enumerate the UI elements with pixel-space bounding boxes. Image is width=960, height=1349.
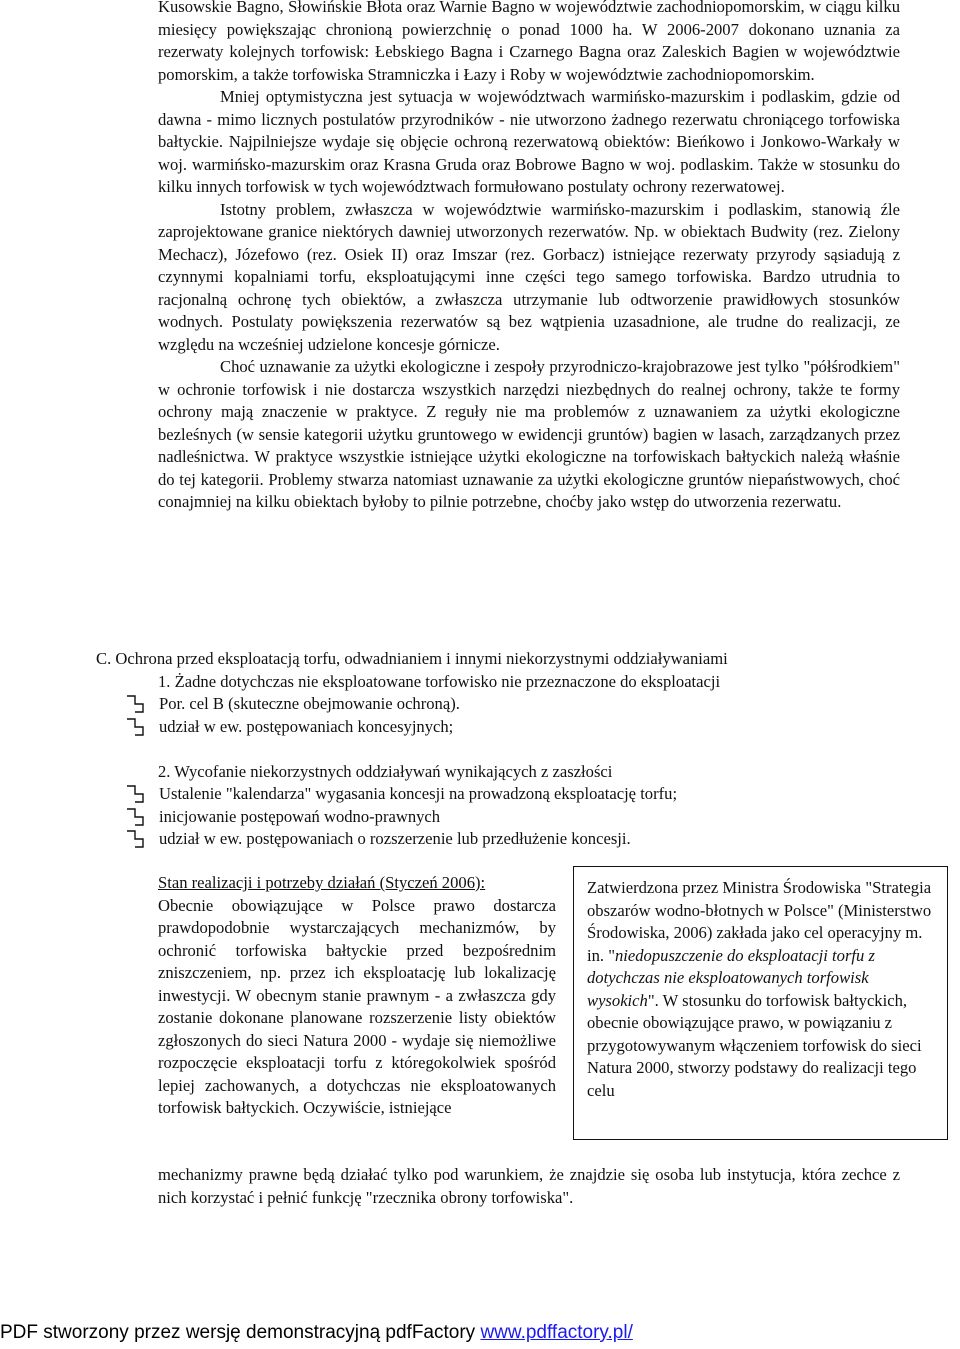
status-continuation: mechanizmy prawne będą działać tylko pod warunkiem, że znajdzie się osoba lub instytucja, która zechce z nich korzystać i pełnić funkcję "rzecznika obrony torfowiska". [158,1165,900,1207]
bullet-icon [124,784,146,804]
paragraph-warmia-podlasie: Mniej optymistyczna jest sytuacja w województwach warmińsko-mazurskim i podlaskim, gdzie od dawna - mimo licznych postulatów przyrodników - nie utworzono żadnego rezerwatu chroniącego torfowiska bałtyckie. Najpilniejsze wydaje się objęcie ochroną rezerwatową obiektów: Bieńkowo i Jonkowo-Warkały w woj. warmińsko-mazurskim oraz Krasna Gruda oraz Bobrowe Bagno w woj. podlaskim. Także w stosunku do kilku innych torfowisk w tych województwach formułowano postulaty ochrony rezerwatowej. [158,87,900,196]
footer-text: PDF stworzony przez wersję demonstracyjną pdfFactory [0,1322,481,1343]
top-text-block [158,0,900,514]
box-text-after: ". W stosunku do torfowisk bałtyckich, obecnie obowiązujące prawo, w powiązaniu z przygotowywanym włączeniem torfowisk do sieci Natura 2000, stworzy podstawy do realizacji tego celu [587,990,922,1100]
bullet-icon [124,829,146,849]
status-text: Obecnie obowiązujące w Polsce prawo dostarcza prawdopodobnie wystarczających mechanizmów, by ochronić torfowiska bałtyckie przed bezpośrednim zniszczeniem, np. przez ich eksploatację lub lokalizację inwestycji. W obecnym stanie prawnym - a zwłaszcza gdy zostanie dokonane planowane rozszerzenie listy obiektów zgłoszonych do sieci Natura 2000 - wydaje się niemożliwe rozpoczęcie eksploatacji torfu z któregokolwiek spośród lepiej zachowanych, a dotychczas nie eksploatowanych torfowisk bałtyckich. Oczywiście, istniejące [158,895,556,1117]
status-block [158,872,556,1120]
strategy-text-box [573,866,948,1140]
bullet-item [96,693,916,716]
footer-link[interactable]: www.pdffactory.pl/ [480,1322,633,1343]
bullet-text: udział w ew. postępowaniach o rozszerzenie lub przedłużenie koncesji. [159,829,631,848]
bullet-text: Ustalenie "kalendarza" wygasania koncesji na prowadzoną eksploatację torfu; [159,784,678,803]
item-2-label: 2. Wycofanie niekorzystnych oddziaływań wynikających z zaszłości [158,761,613,781]
bullet-text: inicjowanie postępowań wodno-prawnych [159,806,441,826]
paragraph-reserves-intro: Kusowskie Bagno, Słowińskie Błota oraz Warnie Bagno w województwie zachodniopomorskim, w ciągu kilku miesięcy powiększając chronioną powierzchnię o ponad 1000 ha. W 2006-2007 dokonano uznania za rezerwaty kolejnych torfowisk: Łebskiego Bagna i Czarnego Bagna oraz Zaleskich Bagien w województwie pomorskim, a także torfowiska Stramniczka i Łazy i Roby w województwie zachodniopomorskim. [158,0,900,84]
spacer [96,738,916,761]
pdf-footer [0,1322,960,1344]
item-1-label: 1. Żadne dotychczas nie eksploatowane torfowisko nie przeznaczone do eksploatacji [158,671,721,691]
bullet-icon [124,807,146,827]
bullet-item [96,783,916,806]
box-text-before: Zatwierdzona przez Ministra Środowiska "Strategia obszarów wodno-błotnych w Polsce" (Ministerstwo Środowiska, 2006) zakłada jako cel operacyjny m. in. " [587,878,932,965]
paragraph-ecological-sites: Choć uznawanie za użytki ekologiczne i zespoły przyrodniczo-krajobrazowe jest tylko "półśrodkiem" w ochronie torfowisk i nie dostarcza wszystkich narzędzi niezbędnych do realnej ochrony, także te formy ochrony mają znaczenie w praktyce. Z reguły nie ma problemów z uznawaniem za użytki ekologiczne bezleśnych (w sensie kategorii użytku gruntowego w ewidencji gruntów) bagien w lasach, zarządzanych przez nadleśnictwa. W praktyce wszystkie istniejące użytki ekologiczne na torfowiskach bałtyckich należą właśnie do tej kategorii. Problemy stwarza natomiast uznawanie za użytki ekologiczne gruntów niepaństwowych, choć conajmniej na kilku obiektach byłoby to pilnie potrzebne, choćby jako wstęp do utworzenia rezerwatu. [158,357,900,511]
box-text-italic: niedopuszczenie do eksploatacji torfu z dotychczas nie eksploatowanych torfowisk wysokich [587,945,875,1010]
paragraph-reserve-boundaries: Istotny problem, zwłaszcza w województwie warmińsko-mazurskim i podlaskim, stanowią źle zaprojektowane granice niektórych dawniej utworzonych rezerwatów. Np. w obiektach Budwity (rez. Zielony Mechacz), Józefowo (rez. Osiek II) oraz Imszar (rez. Gorbacz) istniejące rezerwaty przyrody sąsiadują z czynnymi kopalniami torfu, eksploatującymi inne części tego samego torfowiska. Bardzo utrudnia to racjonalną ochronę tych obiektów, a zwłaszcza utrzymanie lub odtworzenie prawidłowych stosunków wodnych. Postulaty powiększenia rezerwatów są bez wątpienia uzasadnione, ale trudne do realizacji, ze względu na wcześniej udzielone koncesje górnicze. [158,199,900,354]
bullet-icon [124,694,146,714]
bullet-icon [124,717,146,737]
section-c [96,648,916,851]
bullet-text: udział w ew. postępowaniach koncesyjnych; [159,716,454,736]
status-heading: Stan realizacji i potrzeby działań (Styczeń 2006): [158,873,486,892]
bullet-item [96,806,916,829]
section-c-heading: C. Ochrona przed eksploatacją torfu, odwadnianiem i innymi niekorzystnymi oddziaływaniami [96,649,728,668]
bullet-text: Por. cel B (skuteczne obejmowanie ochroną). [159,694,460,713]
bullet-item [96,716,916,739]
bullet-item [96,828,916,851]
